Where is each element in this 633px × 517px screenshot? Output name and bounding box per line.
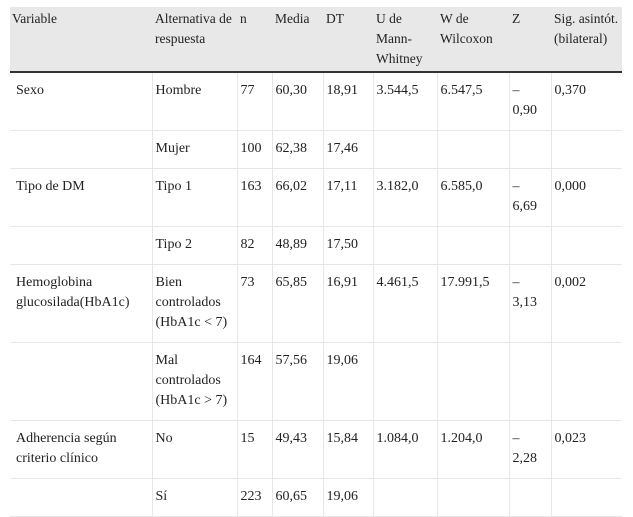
cell-w: [437, 227, 509, 265]
cell-n: 82: [237, 227, 272, 265]
cell-alternativa: Sí: [152, 479, 237, 517]
cell-media: 49,43: [272, 421, 323, 479]
cell-z: [509, 479, 551, 517]
cell-w: 6.585,0: [437, 169, 509, 227]
cell-u: 3.182,0: [373, 169, 437, 227]
cell-sig: [551, 343, 622, 421]
cell-n: 223: [237, 479, 272, 517]
cell-media: 62,38: [272, 131, 323, 169]
cell-media: 66,02: [272, 169, 323, 227]
header-variable: Variable: [10, 7, 152, 72]
cell-variable: [10, 479, 152, 517]
cell-u: [373, 479, 437, 517]
header-dt: DT: [323, 7, 373, 72]
table-row: [10, 265, 622, 343]
header-row: [10, 7, 622, 72]
cell-w: 1.204,0: [437, 421, 509, 479]
header-u-mann-whitney: U de Mann-Whitney: [373, 7, 437, 72]
cell-u: 1.084,0: [373, 421, 437, 479]
cell-sig: 0,023: [551, 421, 622, 479]
cell-sig: [551, 227, 622, 265]
table-row: [10, 479, 622, 517]
cell-z: – 0,90: [509, 72, 551, 131]
cell-u: [373, 343, 437, 421]
cell-variable: [10, 227, 152, 265]
cell-n: 15: [237, 421, 272, 479]
header-sig: Sig. asintót. (bilateral): [551, 7, 622, 72]
table-header: [10, 7, 622, 72]
cell-variable: [10, 131, 152, 169]
cell-dt: 17,50: [323, 227, 373, 265]
cell-dt: 17,11: [323, 169, 373, 227]
table-row: [10, 131, 622, 169]
cell-dt: 16,91: [323, 265, 373, 343]
cell-w: [437, 131, 509, 169]
cell-media: 60,65: [272, 479, 323, 517]
cell-alternativa: Mujer: [152, 131, 237, 169]
cell-alternativa: Tipo 1: [152, 169, 237, 227]
cell-sig: [551, 479, 622, 517]
cell-z: – 3,13: [509, 265, 551, 343]
cell-alternativa: Mal controlados (HbA1c > 7): [152, 343, 237, 421]
cell-n: 77: [237, 72, 272, 131]
cell-z: [509, 343, 551, 421]
cell-sig: [551, 131, 622, 169]
table-row: [10, 343, 622, 421]
cell-media: 57,56: [272, 343, 323, 421]
table-row: [10, 169, 622, 227]
cell-n: 73: [237, 265, 272, 343]
cell-dt: 18,91: [323, 72, 373, 131]
table-row: [10, 72, 622, 131]
cell-alternativa: Bien controlados (HbA1c < 7): [152, 265, 237, 343]
results-table: [10, 7, 622, 517]
cell-z: [509, 227, 551, 265]
table-row: [10, 227, 622, 265]
cell-dt: 17,46: [323, 131, 373, 169]
table-body: [10, 72, 622, 517]
header-n: n: [237, 7, 272, 72]
cell-w: 17.991,5: [437, 265, 509, 343]
cell-media: 65,85: [272, 265, 323, 343]
cell-dt: 19,06: [323, 343, 373, 421]
cell-z: – 6,69: [509, 169, 551, 227]
cell-variable: Tipo de DM: [10, 169, 152, 227]
cell-alternativa: Tipo 2: [152, 227, 237, 265]
cell-alternativa: Hombre: [152, 72, 237, 131]
cell-n: 164: [237, 343, 272, 421]
cell-u: [373, 227, 437, 265]
cell-sig: 0,002: [551, 265, 622, 343]
cell-z: – 2,28: [509, 421, 551, 479]
cell-sig: 0,370: [551, 72, 622, 131]
cell-u: 4.461,5: [373, 265, 437, 343]
cell-variable: [10, 343, 152, 421]
cell-media: 60,30: [272, 72, 323, 131]
cell-z: [509, 131, 551, 169]
cell-n: 163: [237, 169, 272, 227]
cell-media: 48,89: [272, 227, 323, 265]
cell-w: [437, 343, 509, 421]
cell-variable: Sexo: [10, 72, 152, 131]
cell-u: [373, 131, 437, 169]
header-w-wilcoxon: W de Wilcoxon: [437, 7, 509, 72]
header-alternativa: Alternativa de respuesta: [152, 7, 237, 72]
cell-u: 3.544,5: [373, 72, 437, 131]
cell-w: [437, 479, 509, 517]
cell-variable: Adherencia según criterio clínico: [10, 421, 152, 479]
header-media: Media: [272, 7, 323, 72]
cell-w: 6.547,5: [437, 72, 509, 131]
cell-dt: 15,84: [323, 421, 373, 479]
cell-dt: 19,06: [323, 479, 373, 517]
cell-n: 100: [237, 131, 272, 169]
cell-sig: 0,000: [551, 169, 622, 227]
cell-variable: Hemoglobina glucosilada(HbA1c): [10, 265, 152, 343]
header-z: Z: [509, 7, 551, 72]
cell-alternativa: No: [152, 421, 237, 479]
table-row: [10, 421, 622, 479]
